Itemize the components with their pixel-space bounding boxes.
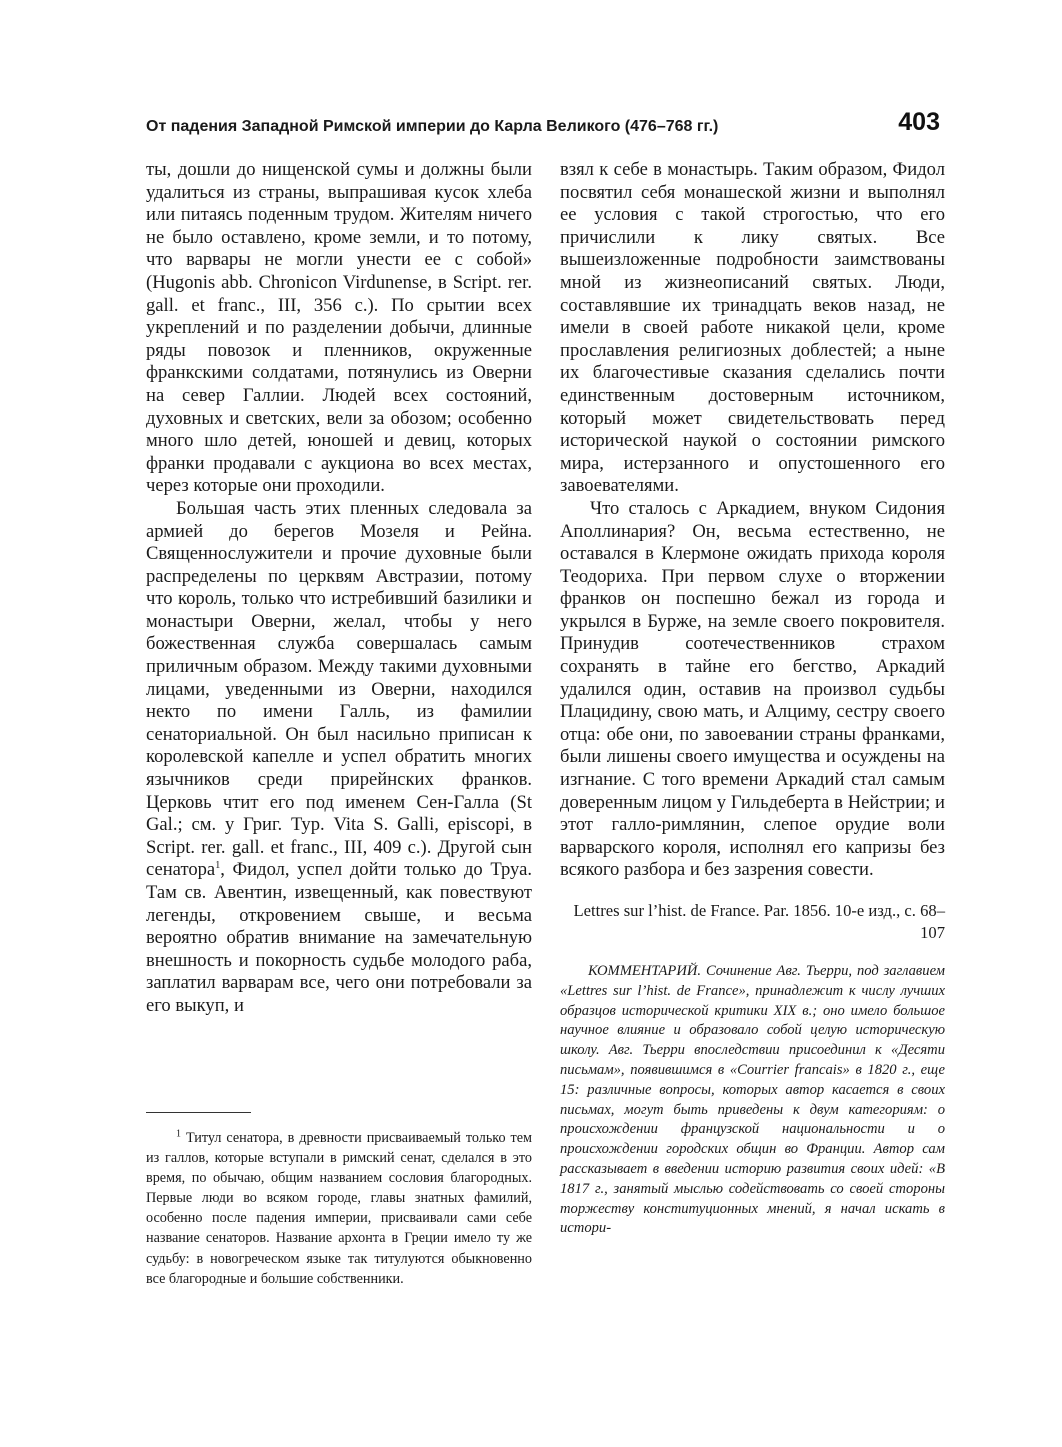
footnote-text: Титул сенатора, в древности присваиваемый только тем из галлов, которые вступали в римский сенат, сделался в это время, по обычаю, общим названием сословия благородных. Первые люди во всяком городе, главы знатных фамилий, особенно после падения империи, присваивали сами себе название сенаторов. Название архонта в Греции имело ту же судьбу: в новогреческом языке так титулуются обыкновенно все благородные и большие собственники. [146,1130,532,1287]
left-paragraph-2-continuation: , Фидол, успел дойти только до Труа. Там св. Авентин, извещенный, как повествуют легенды, откровением свыше, и весьма вероятно обратив внимание на замечательную внешность и покорность судьбе молодого раба, заплатил варварам все, чего они потребовали за его выкуп, и [146,859,532,1016]
source-citation: Lettres sur l’hist. de France. Par. 1856. 10-е изд., с. 68–107 [573,901,945,942]
left-paragraph-2 [146,498,532,1018]
footnote-divider [146,1112,251,1113]
page-number: 403 [898,108,940,136]
commentary: КОММЕНТАРИЙ. Сочинение Авг. Тьерри, под заглавием «Lettres sur l’hist. de France», принадлежит к числу лучших образцов исторической критики XIX в.; оно имело большое научное влияние и образовало собой целую историческую школу. Авг. Тьерри впоследствии присоединил к «Десяти письмам», появившимся в «Courrier francais» в 1820 г., еще 15: различные вопросы, которых автор касается в своих письмах, могут быть приведены к двум категориям: о происхождении французской национальности и о происхождении городских общин во Франции. Автор сам рассказывает в введении историю развития своих идей: «В 1817 г., занятый мыслью содействовать со своей стороны торжеству конституционных мнений, я начал искать в истори- [560,963,945,1237]
page-header [146,108,946,148]
running-title: От падения Западной Римской империи до Карла Великого (476–768 гг.) [146,118,719,135]
right-paragraph-2: Что сталось с Аркадием, внуком Сидония Аполлинария? Он, весьма естественно, не оставался в Клермоне ожидать прихода короля Теодориха. При первом слухе о вторжении франков он поспешно бежал из города и укрылся в Бурже, на земле своего покровителя. Принудив соотечественников страхом сохранять в тайне его бегство, Аркадий удалился один, оставив на произвол судьбы Плацидину, свою мать, и Алциму, сестру своего отца: обе они, по завоевании страны франками, были лишены своего имущества и осуждены на изгнание. С того времени Аркадий стал самым доверенным лицом у Гильдеберта в Нейстрии; и этот галло-римлянин, слепое орудие воли варварского короля, исполнял его капризы без всякого разбора и без зазрения совести. [560,497,945,881]
right-paragraph-1: взял к себе в монастырь. Таким образом, Фидол посвятил себя монашеской жизни и выполнял ее условия с такой строгостью, что его причислили к лику святых. Все вышеизложенные подробности заимствованы мной из жизнеописаний святых. Люди, составлявшие их тринадцать веков назад, не имели в своей работе никакой цели, кроме прославления религиозных доблестей; а ныне их благочестивые сказания сделались почти единственным достоверным источником, который может свидетельствовать перед исторической наукой о состоянии римского мира, истерзанного и опустошенного его завоевателями. [560,159,945,497]
left-column [146,159,532,1018]
footnote-mark: 1 [176,1128,181,1140]
right-column [560,159,945,1239]
footnote-reference: 1 [215,860,221,872]
left-paragraph-2-text: Большая часть этих пленных следовала за армией до берегов Мозеля и Рейна. Священнослужители и прочие духовные были распределены по церквям Австразии, потому что король, только что истребивший базилики и монастыри Оверни, желал, чтобы у него божественная служба совершалась самым приличным образом. Между такими духовными лицами, уведенными из Оверни, находился некто по имени Галль, из фамилии сенаториальной. Он был насильно приписан к королевской капелле и успел обратить многих язычников среди прирейнских франков. Церковь чтит его под именем Сен-Галла (St Gal.; см. у Григ. Тур. Vita S. Galli, episcopi, в Script. rer. gall. et franc., III, 409 с.). Другой сын сенатора [146,497,532,881]
footnote [146,1128,532,1289]
left-paragraph-1: ты, дошли до нищенской сумы и должны были удалиться из страны, выпрашивая кусок хлеба или питаясь поденным трудом. Жителям ничего не было оставлено, кроме земли, и то потому, что варвары не могли унести ее с собой» (Hugonis abb. Chronicon Virdunense, в Script. rer. gall. et franc., III, 356 с.). По срытии всех укреплений и по разделении добычи, длинные ряды повозок и пленников, окруженные франкскими солдатами, потянулись из Оверни на север Галлии. Людей всех состояний, духовных и светских, вели за обозом; особенно много шло детей, юношей и девиц, которых франки продавали с аукциона во всех местах, через которые они проходили. [146,159,532,497]
